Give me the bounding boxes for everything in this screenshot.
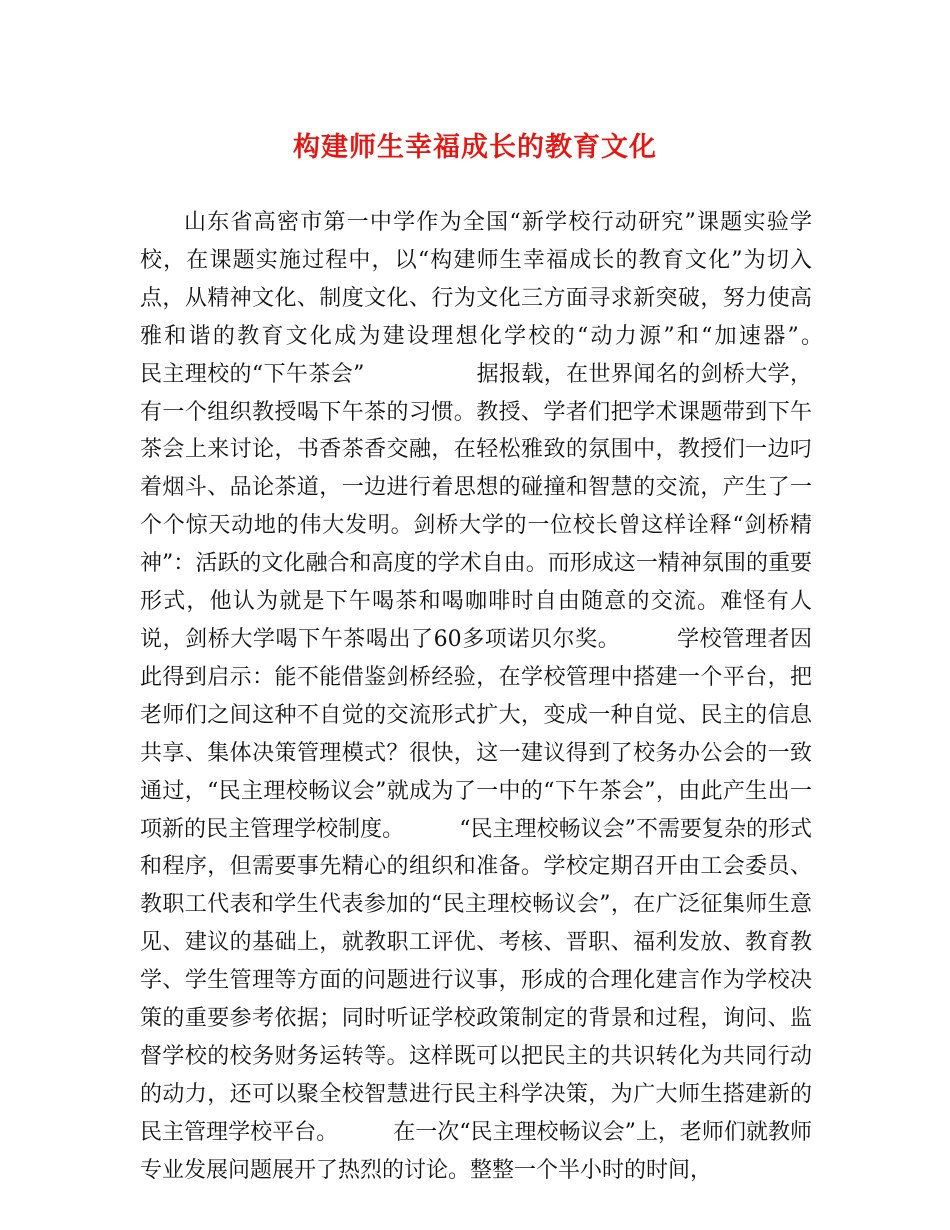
document-body: 山东省高密市第一中学作为全国“新学校行动研究”课题实验学校，在课题实施过程中，以“构建师生幸福成长的教育文化”为切入点，从精神文化、制度文化、行为文化三方面寻求新突破，努力使高雅和谐的教育文化成为建设理想化学校的“动力源”和“加速器”。 民主理校的“下午茶会” 据报载，在世界闻名的剑桥大学，有一个组织教授喝下午茶的习惯。教授、学者们把学术课题带到下午茶会上来讨论，书香茶香交融，在轻松雅致的氛围中，教授们一边叼着烟斗、品论茶道，一边进行着思想的碰撞和智慧的交流，产生了一个个惊天动地的伟大发明。剑桥大学的一位校长曾这样诠释“剑桥精神”：活跃的文化融合和高度的学术自由。而形成这一精神氛围的重要形式，他认为就是下午喝茶和喝咖啡时自由随意的交流。难怪有人说，剑桥大学喝下午茶喝出了60多项诺贝尔奖。 学校管理者因此得到启示：能不能借鉴剑桥经验，在学校管理中搭建一个平台，把老师们之间这种不自觉的交流形式扩大，变成一种自觉、民主的信息共享、集体决策管理模式？很快，这一建议得到了校务办公会的一致通过，“民主理校畅议会”就成为了一中的“下午茶会”，由此产生出一项新的民主管理学校制度。 “民主理校畅议会”不需要复杂的形式和程序，但需要事先精心的组织和准备。学校定期召开由工会委员、教职工代表和学生代表参加的“民主理校畅议会”，在广泛征集师生意见、建议的基础上，就教职工评优、考核、晋职、福利发放、教育教学、学生管理等方面的问题进行议事，形成的合理化建言作为学校决策的重要参考依据；同时听证学校政策制定的背景和过程，询问、监督学校的校务财务运转等。这样既可以把民主的共识转化为共同行动的动力，还可以聚全校智慧进行民主科学决策，为广大师生搭建新的民主管理学校平台。 在一次“民主理校畅议会”上，老师们就教师专业发展问题展开了热烈的讨论。整整一个半小时的时间，	[140, 210, 923, 1183]
document-title: 构建师生幸福成长的教育文化	[293, 132, 657, 163]
